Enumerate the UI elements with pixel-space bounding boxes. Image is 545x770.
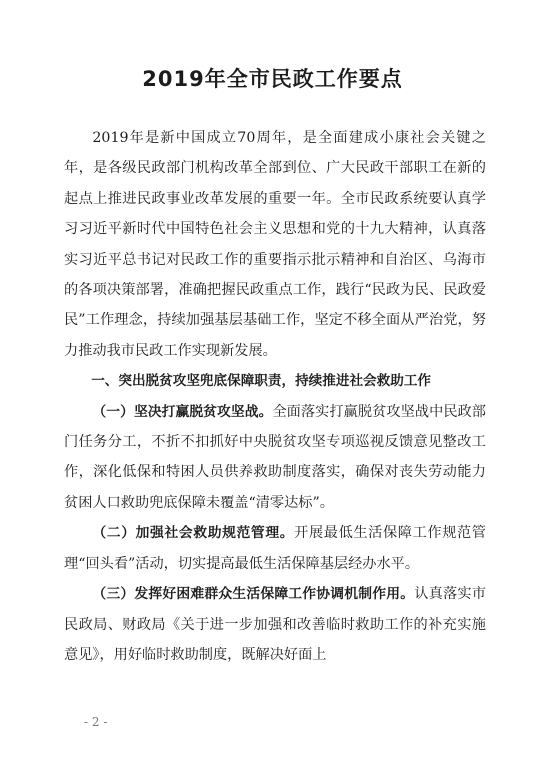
item-heading: （一）坚决打赢脱贫攻坚战。 xyxy=(92,403,273,420)
item-heading: （二）加强社会救助规范管理。 xyxy=(92,525,295,542)
page-number: - 2 - xyxy=(84,715,108,729)
item-text: 开展最低生活保障工作规范管理“回头看”活动，切实提高最低生活保障基层经办水平。 xyxy=(64,525,486,572)
item-text: 认真落实市民政局、财政局《关于进一步加强和改善临时救助工作的补充实施意见》，用好临时救助制度，既解决好面上 xyxy=(64,586,486,663)
item-paragraph xyxy=(64,397,486,519)
item-paragraph xyxy=(64,518,486,579)
document-title: 2019年全市民政工作要点 xyxy=(142,67,403,91)
intro-paragraph: 2019年是新中国成立70周年，是全面建成小康社会关键之年，是各级民政部门机构改革全部到位、广大民政干部职工在新的起点上推进民政事业改革发展的重要一年。全市民政系统要认真学习习近平新时代中国特色社会主义思想和党的十九大精神，认真落实习近平总书记对民政工作的重要指示批示精神和自治区、乌海市的各项决策部署，准确把握民政重点工作，践行“民政为民、民政爱民”工作理念，持续加强基层基础工作，坚定不移全面从严治党，努力推动我市民政工作实现新发展。 xyxy=(64,130,486,359)
item-heading: （三）发挥好困难群众生活保障工作协调机制作用。 xyxy=(92,586,415,603)
item-paragraph xyxy=(64,579,486,670)
document-body xyxy=(64,123,486,670)
section-heading: 一、突出脱贫攻坚兜底保障职责，持续推进社会救助工作 xyxy=(91,373,432,390)
item-text: 全面落实打赢脱贫攻坚战中民政部门任务分工，不折不扣抓好中央脱贫攻坚专项巡视反馈意见整改工作，深化低保和特困人员供养救助制度落实，确保对丧失劳动能力贫困人口救助兜底保障未覆盖“清零达标”。 xyxy=(64,403,486,511)
